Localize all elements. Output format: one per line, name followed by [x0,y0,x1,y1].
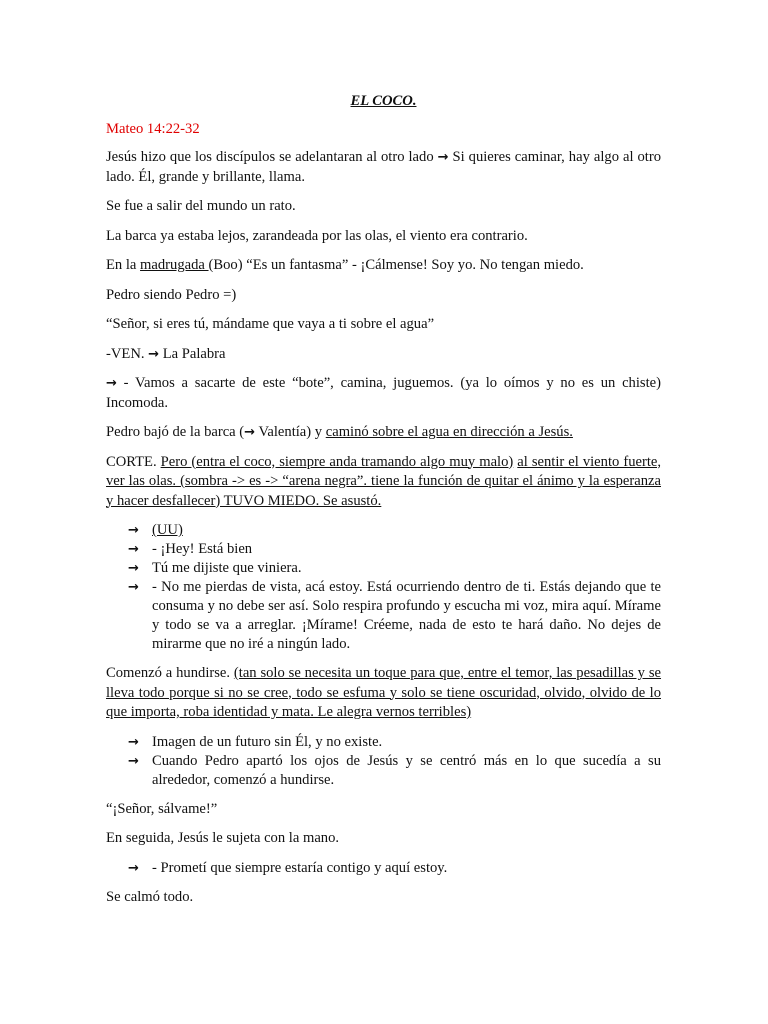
paragraph-8-text: - Vamos a sacarte de este “bote”, camina, juguemos. (ya lo oímos y no es un chiste) Incomoda. [106,375,661,411]
arrow-icon: → [128,542,139,557]
paragraph-4-underlined: madrugada [140,257,209,273]
bullet-text: - No me pierdas de vista, acá estoy. Está ocurriendo dentro de ti. Estás dejando que te consuma y no debe ser así. Solo respira profundo y escucha mi voz, mira aquí. Mírame y todo se va a arreglar. ¡Mírame! Créeme, nada de esto te hará daño. No dejes de mirarme que no iré a ningún lado. [152,579,661,652]
paragraph-8 [106,374,661,413]
arrow-icon: → [128,753,139,769]
paragraph-10 [106,453,661,512]
paragraph-4-text-a: En la [106,257,141,273]
paragraph-4 [106,256,661,276]
bullet-item [128,859,661,878]
document-title: EL COCO. [350,93,417,109]
paragraph-10-underlined-2: al sentir el viento fuerte, ver las olas. (sombra -> es -> “arena negra”. tiene la función de quitar el ánimo y la esperanza y hacer desfallecer) TUVO MIEDO. Se asustó. [106,453,662,509]
paragraph-6: “Señor, si eres tú, mándame que vaya a ti sobre el agua” [106,316,435,332]
paragraph-7 [106,345,661,365]
bullet-item [128,733,661,752]
paragraph-4-text-b: (Boo) “Es un fantasma” - ¡Cálmense! Soy yo. No tengan miedo. [208,257,584,273]
bullet-text: Cuando Pedro apartó los ojos de Jesús y se centró más en lo que sucedía a su alrededor, comenzó a hundirse. [152,752,661,788]
arrow-icon: → [244,425,256,440]
paragraph-10-text-a: CORTE. [106,453,161,470]
bullet-list-3 [106,859,661,878]
scripture-reference: Mateo 14:22-32 [106,121,200,137]
bullet-list-1 [106,521,661,654]
paragraph-11-underlined: (tan solo se necesita un toque para que, entre el temor, las pesadillas y se lleva todo porque si no se cree, todo se esfuma y solo se tiene oscuridad, olvido, olvido de lo que importa, roba identidad y mata. Le alegra vernos terribles) [106,665,662,720]
arrow-icon: → [128,580,139,595]
arrow-icon: → [106,376,117,391]
arrow-icon: → [128,561,139,576]
arrow-icon: → [128,523,139,538]
arrow-icon: → [437,150,449,165]
paragraph-1-text-b: Si quieres caminar, hay algo al otro lado. Él, grande y brillante, llama. [106,149,661,185]
arrow-icon: → [128,860,139,876]
paragraph-9-text-a: Pedro bajó de la barca ( [106,424,245,440]
paragraph-9 [106,423,661,443]
bullet-item [128,521,661,540]
paragraph-7-text-a: -VEN. [106,345,149,362]
paragraph-11 [106,664,661,723]
bullet-text: - Prometí que siempre estaría contigo y aquí estoy. [152,859,448,876]
bullet-item [128,559,661,578]
bullet-text: - ¡Hey! Está bien [152,541,253,557]
bullet-text: (UU) [152,522,183,538]
bullet-text: Tú me dijiste que viniera. [152,560,302,576]
arrow-icon: → [148,346,160,362]
paragraph-5: Pedro siendo Pedro =) [106,286,237,303]
bullet-text: Imagen de un futuro sin Él, y no existe. [152,733,383,750]
paragraph-1 [106,148,661,187]
bullet-item [128,540,661,559]
paragraph-14: Se calmó todo. [106,888,194,905]
paragraph-7-text-b: La Palabra [159,345,226,362]
paragraph-11-text-a: Comenzó a hundirse. [106,665,234,681]
paragraph-10-underlined-1: Pero (entra el coco, siempre anda tramando algo muy malo) [160,453,514,470]
bullet-item [128,578,661,654]
paragraph-12: “¡Señor, sálvame!” [106,800,218,817]
paragraph-3: La barca ya estaba lejos, zarandeada por las olas, el viento era contrario. [106,227,528,244]
paragraph-9-text-b: Valentía) y [255,424,326,440]
paragraph-9-underlined: caminó sobre el agua en dirección a Jesús. [325,424,573,440]
paragraph-2: Se fue a salir del mundo un rato. [106,198,296,214]
bullet-item [128,752,661,790]
document-body [106,92,661,917]
paragraph-1-text-a: Jesús hizo que los discípulos se adelantaran al otro lado [106,149,438,165]
bullet-list-2 [106,733,661,790]
arrow-icon: → [128,734,139,750]
paragraph-13: En seguida, Jesús le sujeta con la mano. [106,830,340,846]
